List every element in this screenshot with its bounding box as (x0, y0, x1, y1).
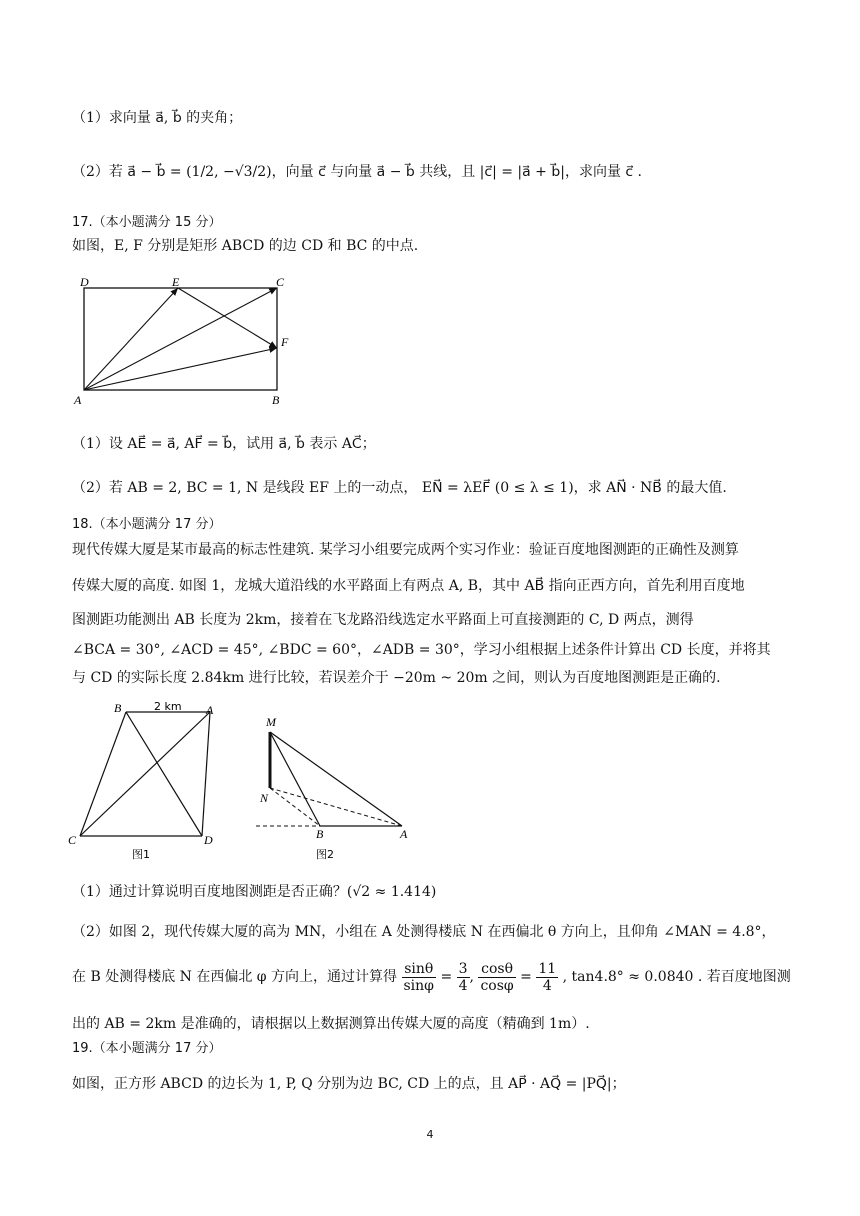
q18-figure2 (252, 712, 422, 862)
fig2-label-n: N (260, 791, 269, 805)
fraction-cos-num: cosθ (478, 961, 515, 978)
q18-header: 18.（本小题满分 17 分） (72, 517, 222, 532)
q18-part2-line2-suffix: , tan4.8° ≈ 0.0840 . 若百度地图测 (562, 969, 791, 985)
q18-text-line2: 传媒大厦的高度. 如图 1，龙城大道沿线的水平路面上有两点 A, B，其中 AB⃗ 指向正西方向，首先利用百度地 (72, 578, 745, 594)
label-d: D (80, 275, 89, 289)
fraction-eleven-fourths (536, 961, 558, 994)
q17-header: 17.（本小题满分 15 分） (72, 215, 222, 230)
q18-text-line5: 与 CD 的实际长度 2.84km 进行比较，若误差介于 −20m ~ 20m 之间，则认为百度地图测距是正确的. (72, 670, 721, 686)
q17-part2: （2）若 AB = 2, BC = 1, N 是线段 EF 上的一动点， EN⃗ = λEF⃗ (0 ≤ λ ≤ 1)，求 AN⃗ · NB⃗ 的最大值. (72, 480, 727, 496)
fraction-3-den: 4 (458, 977, 468, 994)
q16-part1: （1）求向量 a⃗, b⃗ 的夹角； (72, 110, 243, 126)
q19-header: 19.（本小题满分 17 分） (72, 1041, 222, 1056)
label-e: E (172, 275, 180, 289)
eq-sign-2: = (520, 969, 537, 985)
q18-text-line1: 现代传媒大厦是某市最高的标志性建筑. 某学习小组要完成两个实习作业：验证百度地图测距的正确性及测算 (72, 542, 739, 558)
label-a: A (74, 393, 82, 407)
q18-figure1 (66, 696, 236, 862)
fraction-sin (402, 961, 436, 994)
q19-intro: 如图，正方形 ABCD 的边长为 1, P, Q 分别为边 BC, CD 上的点，且 AP⃗ · AQ⃗ = |PQ⃗|； (72, 1076, 626, 1092)
fig1-label-b: B (114, 701, 122, 715)
label-c: C (276, 275, 285, 289)
fraction-3-num: 3 (458, 960, 468, 977)
vector-ae (84, 288, 178, 390)
fraction-sin-den: sinφ (403, 977, 434, 994)
fraction-sin-num: sinθ (402, 961, 436, 978)
vector-ef (178, 288, 277, 348)
vector-af (84, 348, 277, 390)
fig2-label-b: B (316, 827, 324, 841)
q18-part1: （1）通过计算说明百度地图测距是否正确？(√2 ≈ 1.414) (72, 884, 437, 900)
label-b: B (272, 393, 280, 407)
label-f: F (281, 335, 289, 349)
fig1-label-a: A (206, 703, 214, 717)
fig1-label-d: D (204, 833, 213, 847)
q18-text-line4: ∠BCA = 30°, ∠ACD = 45°, ∠BDC = 60°，∠ADB = 30°，学习小组根据上述条件计算出 CD 长度，并将其 (72, 642, 771, 658)
fraction-three-fourths (457, 961, 470, 994)
eq-sign-1: = (440, 969, 457, 985)
fig1-caption: 图1 (132, 848, 150, 861)
fig2-caption: 图2 (316, 848, 334, 861)
page-number: 4 (426, 1128, 434, 1141)
fig1-label-c: C (68, 833, 77, 847)
q18-text-line3: 图测距功能测出 AB 长度为 2km，接着在飞龙路沿线选定水平路面上可直接测距的 C, D 两点，测得 (72, 612, 694, 628)
fraction-cos-den: cosφ (480, 977, 514, 994)
fraction-11-num: 11 (538, 960, 557, 977)
q18-part2-line2-prefix: 在 B 处测得楼底 N 在西偏北 φ 方向上，通过计算得 (72, 969, 398, 985)
fig2-label-a: A (400, 827, 408, 841)
fraction-11-den: 4 (542, 977, 552, 994)
q17-rectangle-figure (72, 272, 302, 412)
fig1-label-2km: 2 km (154, 700, 182, 713)
q18-part2-line3: 出的 AB = 2km 是准确的，请根据以上数据测算出传媒大厦的高度（精确到 1m）. (72, 1016, 590, 1032)
q17-part1: （1）设 AE⃗ = a⃗, AF⃗ = b⃗，试用 a⃗, b⃗ 表示 AC⃗； (72, 436, 376, 452)
q16-part2: （2）若 a⃗ − b⃗ = (1/2, −√3/2)，向量 c⃗ 与向量 a⃗ − b⃗ 共线，且 |c⃗| = |a⃗ + b⃗|，求向量 c⃗ . (72, 164, 643, 180)
fig2-label-m: M (266, 715, 276, 729)
fraction-cos (478, 961, 515, 994)
q18-part2-line2: 在 B 处测得楼底 N 在西偏北 φ 方向上，通过计算得 $\frac{\sin\theta}{\sin\varphi}$ = $\frac{3}{4}$ , $\frac{\cos\theta}{\cos\varphi}$ = $\frac{11}{4}$ , tan4.8° ≈ 0.0840 . 若百度地图测 (72, 960, 791, 994)
q18-part2-line1: （2）如图 2，现代传媒大厦的高为 MN，小组在 A 处测得楼底 N 在西偏北 θ 方向上，且仰角 ∠MAN = 4.8°， (72, 924, 776, 940)
vector-ac (84, 288, 277, 390)
q17-intro: 如图，E, F 分别是矩形 ABCD 的边 CD 和 BC 的中点. (72, 238, 419, 254)
